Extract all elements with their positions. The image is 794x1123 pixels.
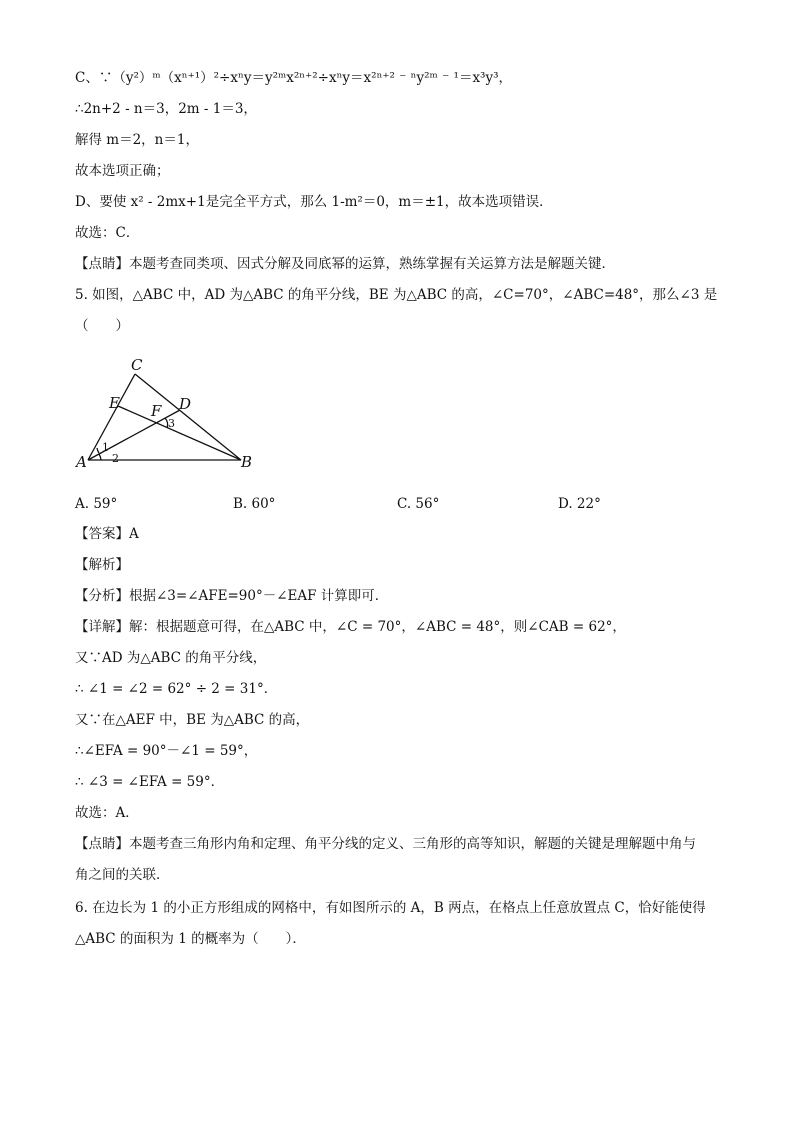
option-a: A. 59° bbox=[75, 496, 118, 512]
triangle-figure bbox=[75, 352, 295, 477]
angle-2-arc bbox=[99, 454, 101, 460]
text-line: D、要使 x² - 2mx+1是完全平方式，那么 1-m²＝0，m＝±1，故本选项错误． bbox=[75, 194, 553, 210]
option-c: C. 56° bbox=[397, 496, 440, 512]
question-5-stem: 5. 如图，△ABC 中，AD 为△ABC 的角平分线，BE 为△ABC 的高，∠C=70°，∠ABC=48°，那么∠3 是 bbox=[75, 287, 718, 303]
angle-1-arc bbox=[97, 448, 99, 453]
detail-line: 【详解】解：根据题意可得，在△ABC 中，∠C = 70°，∠ABC = 48°，则∠CAB = 62°， bbox=[75, 619, 626, 635]
label-angle-2: 2 bbox=[112, 452, 119, 465]
solution-step: 又∵AD 为△ABC 的角平分线， bbox=[75, 650, 267, 666]
comment-line: 【点睛】本题考查三角形内角和定理、角平分线的定义、三角形的高等知识，解题的关键是理解题中角与 bbox=[75, 836, 696, 852]
text-line: 解得 m＝2，n＝1， bbox=[75, 132, 199, 148]
comment-line: 【点睛】本题考查同类项、因式分解及同底幂的运算，熟练掌握有关运算方法是解题关键． bbox=[75, 256, 615, 272]
question-5-blank: （ ） bbox=[75, 318, 129, 334]
analysis-heading: 【解析】 bbox=[75, 557, 129, 573]
label-C: C bbox=[131, 356, 143, 374]
solution-step: ∴∠EFA = 90°－∠1 = 59°， bbox=[75, 743, 258, 759]
solution-step: ∴ ∠3 = ∠EFA = 59°． bbox=[75, 774, 225, 790]
label-F: F bbox=[151, 402, 162, 420]
label-E: E bbox=[109, 394, 120, 412]
option-b: B. 60° bbox=[233, 496, 276, 512]
label-angle-3: 3 bbox=[168, 417, 175, 430]
text-line: 故选：C． bbox=[75, 225, 140, 241]
text-line: 故本选项正确； bbox=[75, 163, 170, 179]
label-angle-1: 1 bbox=[102, 441, 109, 454]
analysis-line: 【分析】根据∠3=∠AFE=90°－∠EAF 计算即可． bbox=[75, 588, 389, 604]
solution-step: ∴ ∠1 = ∠2 = 62° ÷ 2 = 31°． bbox=[75, 681, 278, 697]
answer-line: 【答案】A bbox=[75, 526, 139, 542]
question-6-stem: 6. 在边长为 1 的小正方形组成的网格中，有如图所示的 A，B 两点，在格点上任意放置点 C，恰好能使得 bbox=[75, 900, 706, 916]
comment-line: 角之间的关联． bbox=[75, 867, 170, 883]
label-B: B bbox=[241, 453, 253, 471]
solution-step: 故选：A． bbox=[75, 805, 139, 821]
question-6-stem-cont: △ABC 的面积为 1 的概率为（ ）． bbox=[75, 931, 306, 947]
option-d: D. 22° bbox=[558, 496, 601, 512]
text-line: C、∵（y²）ᵐ（xⁿ⁺¹）²÷xⁿy＝y²ᵐx²ⁿ⁺²÷xⁿy＝x²ⁿ⁺² ⁻ ⁿy²ᵐ ⁻ ¹＝x³y³， bbox=[75, 70, 513, 86]
text-line: ∴2n+2 - n＝3，2m - 1＝3， bbox=[75, 101, 257, 117]
label-D: D bbox=[179, 395, 192, 413]
solution-step: 又∵在△AEF 中，BE 为△ABC 的高， bbox=[75, 712, 310, 728]
label-A: A bbox=[76, 453, 87, 471]
